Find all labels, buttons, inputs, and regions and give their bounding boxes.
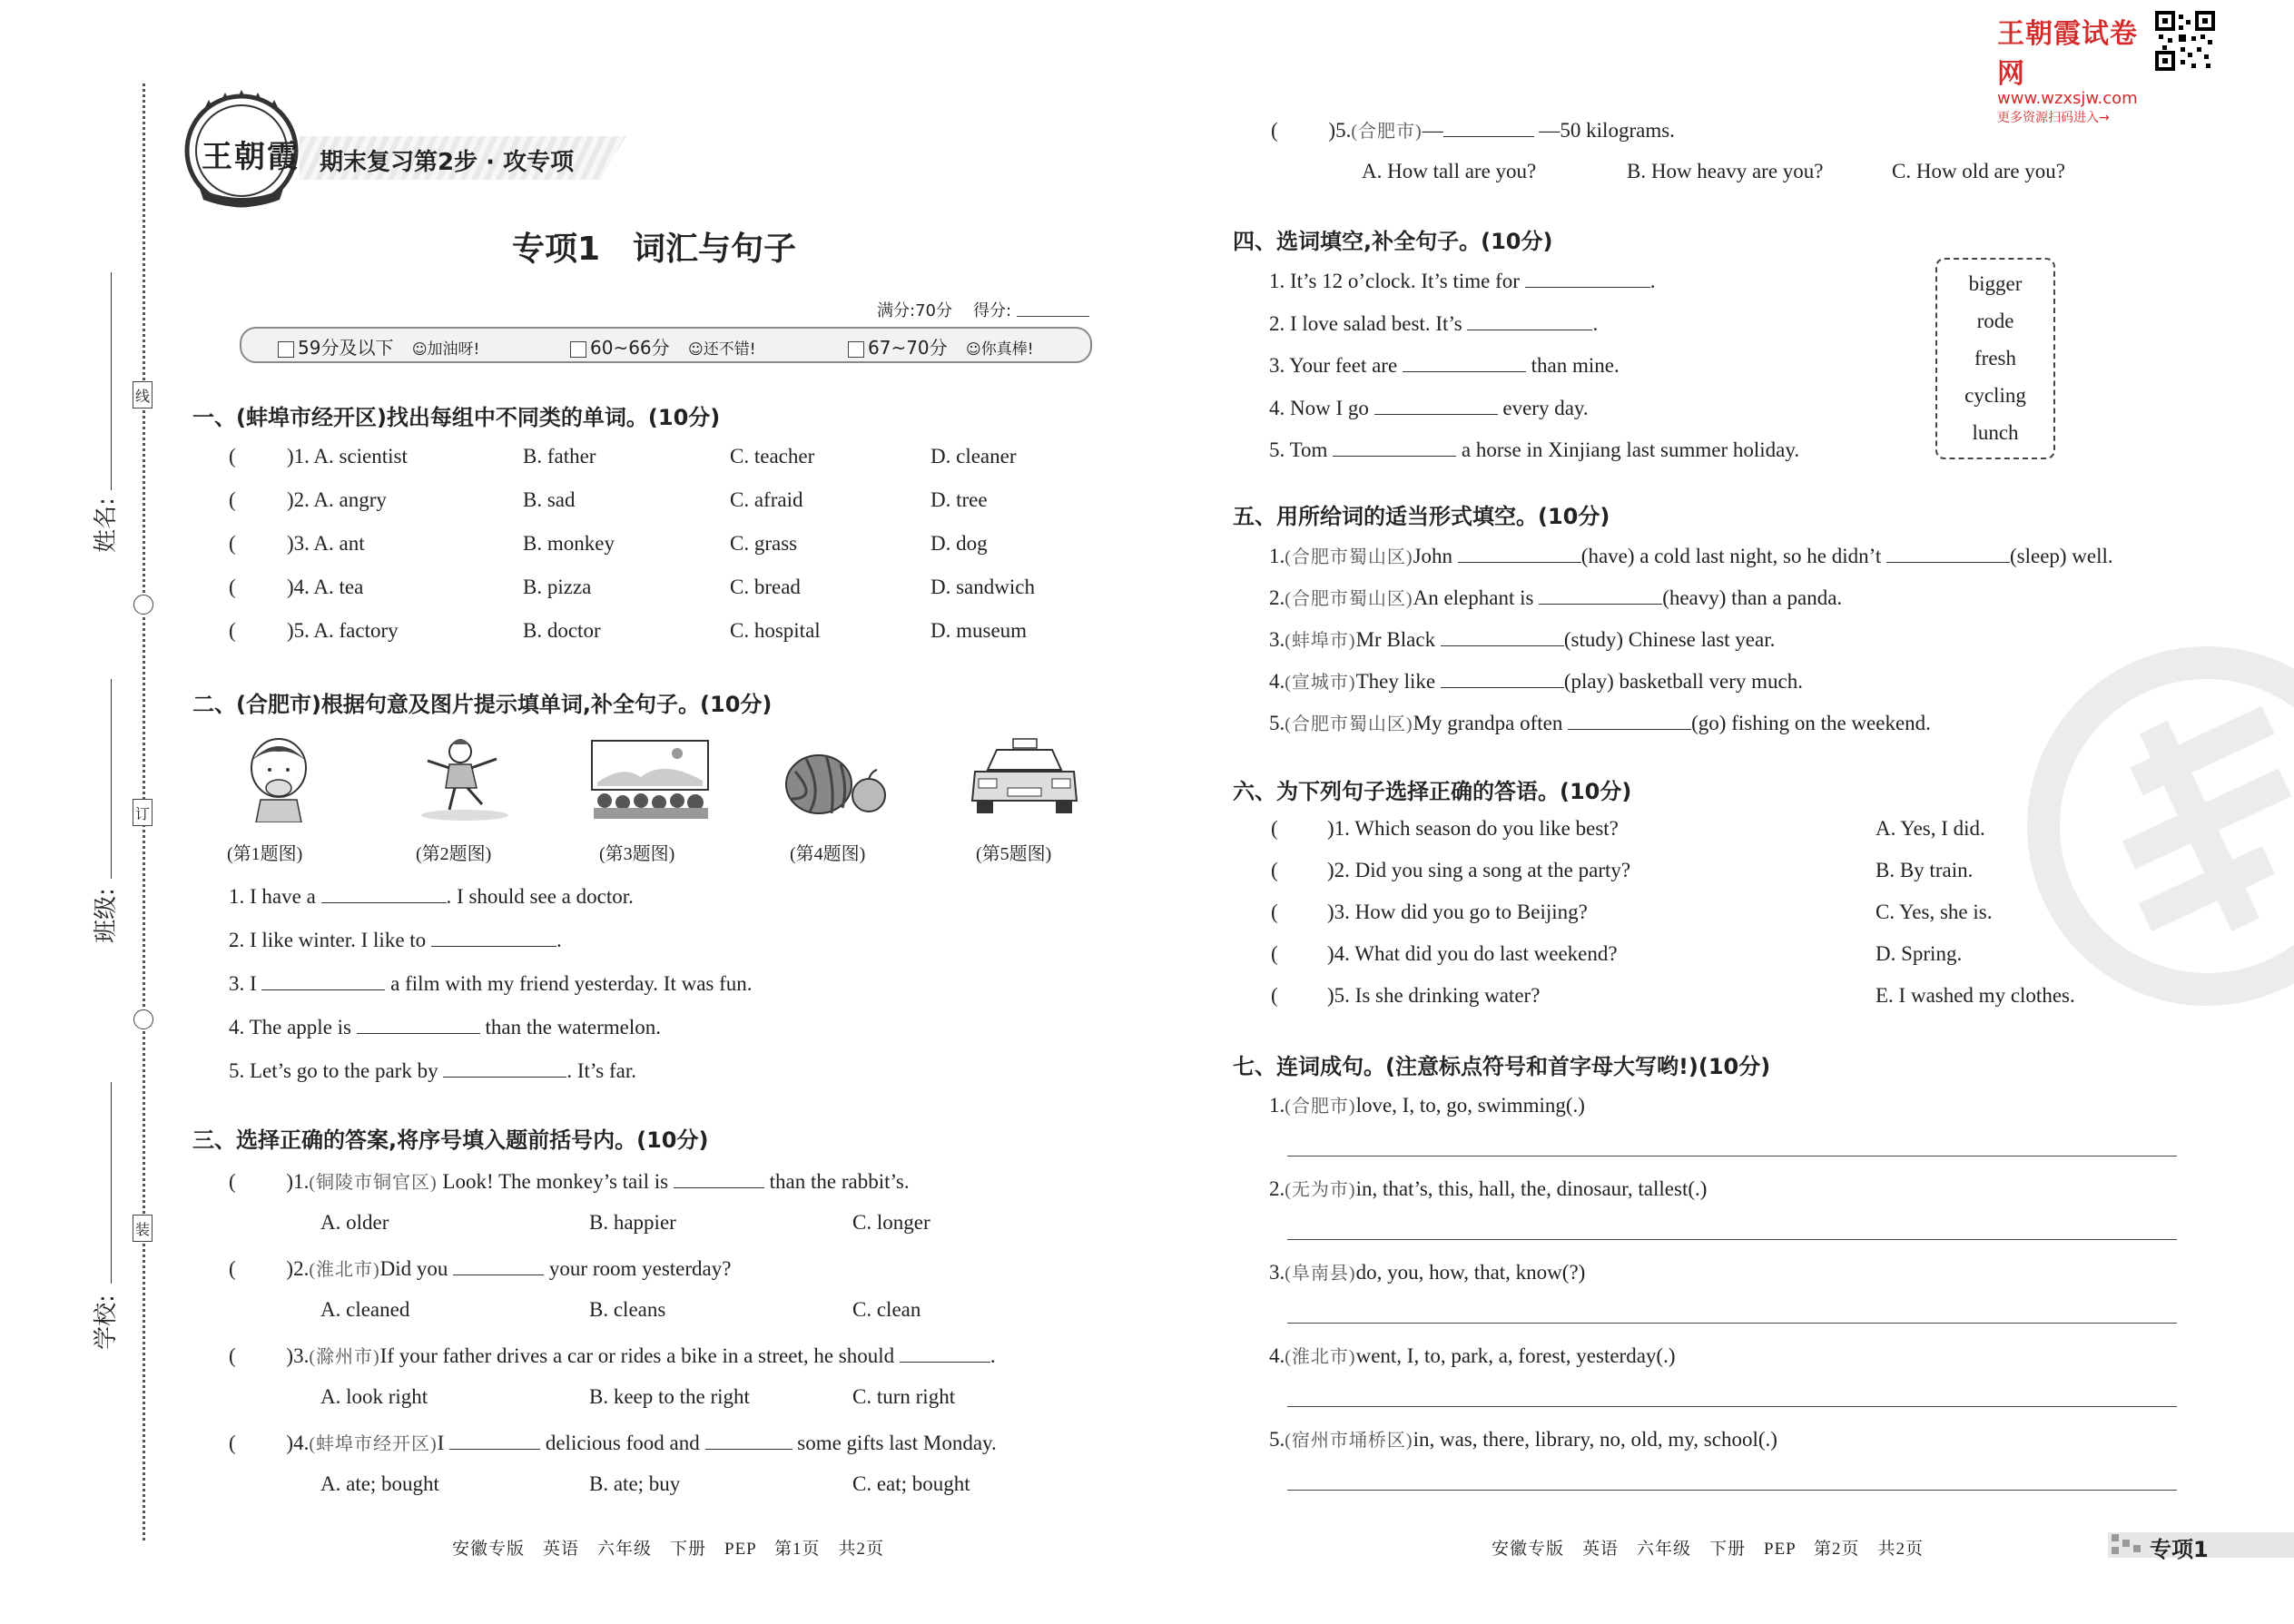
s5-number: 2. bbox=[1269, 586, 1285, 609]
s5-text: (have) a cold last night, so he didn’t bbox=[1580, 545, 1882, 567]
s7-item-1 bbox=[1269, 1091, 1585, 1117]
binding-hole-2 bbox=[133, 1009, 153, 1029]
answer-bracket[interactable]: ( bbox=[229, 576, 236, 598]
s6-row-3 bbox=[1271, 901, 1993, 924]
s3-text: delicious food and bbox=[545, 1432, 700, 1454]
s3-option-a: A. look right bbox=[320, 1385, 428, 1408]
s2-item-text: . I should see a doctor. bbox=[446, 885, 634, 908]
source-note: (滁州市) bbox=[309, 1347, 380, 1367]
watermark-seal bbox=[2021, 635, 2294, 1017]
fill-blank[interactable] bbox=[1525, 267, 1650, 288]
smile-icon: ☺ bbox=[966, 340, 981, 358]
s4-item-1 bbox=[1269, 267, 1655, 293]
fill-blank[interactable] bbox=[357, 1013, 480, 1034]
s7-item-4 bbox=[1269, 1342, 1675, 1368]
s3-option-b: B. keep to the right bbox=[589, 1385, 750, 1408]
s1-option-c: C. hospital bbox=[730, 619, 821, 642]
answer-line-4[interactable] bbox=[1287, 1406, 2177, 1407]
site-brand bbox=[1997, 11, 2151, 126]
s3-question-4 bbox=[229, 1429, 997, 1455]
source-note: (铜陵市铜官区) bbox=[309, 1173, 438, 1193]
picture-caption-4: (第4题图) bbox=[790, 844, 866, 864]
score-range-2: 60~66分 bbox=[590, 337, 670, 359]
s4-item-text: than mine. bbox=[1531, 354, 1620, 377]
s1-option-a: )1. A. scientist bbox=[287, 445, 408, 468]
s5-number: 5. bbox=[1269, 712, 1285, 734]
s1-row-1 bbox=[229, 445, 1017, 468]
s4-item-text: . bbox=[1592, 312, 1599, 335]
s4-item-text: 4. Now I go bbox=[1269, 397, 1369, 419]
s4-item-text: . bbox=[1649, 270, 1656, 292]
answer-bracket[interactable]: ( bbox=[1271, 984, 1278, 1007]
fill-blank[interactable] bbox=[674, 1167, 764, 1188]
answer-bracket[interactable]: ( bbox=[229, 1344, 236, 1367]
s6-row-1 bbox=[1271, 817, 1985, 841]
s3-text: than the rabbit’s. bbox=[769, 1170, 910, 1193]
source-note: (淮北市) bbox=[1285, 1347, 1356, 1367]
cinema-picture bbox=[586, 737, 714, 821]
s7-number: 5. bbox=[1269, 1428, 1285, 1451]
s1-option-d: D. cleaner bbox=[930, 445, 1017, 468]
s1-option-b: B. monkey bbox=[523, 532, 615, 555]
answer-bracket[interactable]: ( bbox=[229, 445, 236, 468]
s3-option-c: C. clean bbox=[852, 1298, 921, 1321]
s5-text: (play) basketball very much. bbox=[1563, 670, 1803, 693]
fill-blank[interactable] bbox=[1403, 351, 1526, 372]
score-got-field[interactable] bbox=[1017, 316, 1089, 317]
s1-option-c: C. bread bbox=[730, 576, 801, 598]
s1-option-a: )2. A. angry bbox=[287, 488, 387, 511]
s5-number: 3. bbox=[1269, 628, 1285, 651]
s4-item-text: 2. I love salad best. It’s bbox=[1269, 312, 1462, 335]
s6-answer: A. Yes, I did. bbox=[1876, 817, 1985, 840]
taxi-picture bbox=[968, 737, 1081, 819]
s2-item-text: . It’s far. bbox=[566, 1059, 637, 1082]
s7-number: 3. bbox=[1269, 1261, 1285, 1284]
s2-item-5 bbox=[229, 1057, 636, 1083]
score-range-1: 59分及以下 bbox=[298, 337, 394, 359]
s4-item-3 bbox=[1269, 351, 1620, 378]
fill-blank[interactable] bbox=[1539, 584, 1662, 605]
s3-question-1 bbox=[229, 1167, 910, 1194]
fill-blank[interactable] bbox=[1568, 709, 1691, 730]
s3-number: )3. bbox=[286, 1344, 310, 1367]
source-note: (合肥市) bbox=[1351, 122, 1423, 142]
s4-item-4 bbox=[1269, 394, 1589, 420]
s1-row-4 bbox=[229, 576, 1035, 599]
s1-option-a: )5. A. factory bbox=[287, 619, 399, 642]
answer-bracket[interactable]: ( bbox=[229, 1170, 236, 1193]
fill-blank[interactable] bbox=[1441, 625, 1564, 646]
s3-text: some gifts last Monday. bbox=[797, 1432, 997, 1454]
s5-number: 1. bbox=[1269, 545, 1285, 567]
score-option-2[interactable] bbox=[570, 333, 756, 359]
source-note: (合肥市蜀山区) bbox=[1285, 714, 1413, 734]
s3-text: Did you bbox=[379, 1257, 448, 1280]
s5-text: John bbox=[1413, 545, 1453, 567]
source-note: (合肥市蜀山区) bbox=[1285, 589, 1413, 609]
s3-option-a: A. older bbox=[320, 1211, 389, 1234]
smile-icon: ☺ bbox=[688, 340, 704, 358]
s7-number: 1. bbox=[1269, 1094, 1285, 1117]
source-note: (合肥市蜀山区) bbox=[1285, 547, 1413, 567]
s6-question: )3. How did you go to Beijing? bbox=[1327, 901, 1588, 923]
answer-line-5[interactable] bbox=[1287, 1490, 2177, 1491]
s1-row-3 bbox=[229, 532, 988, 556]
s3-option-c: C. eat; bought bbox=[852, 1472, 970, 1495]
s1-option-b: B. father bbox=[523, 445, 596, 468]
s4-item-text: 5. Tom bbox=[1269, 438, 1328, 461]
word-bank-item: lunch bbox=[1972, 421, 2019, 444]
s5-text: They like bbox=[1355, 670, 1436, 693]
section7-heading: 七、连词成句。(注意标点符号和首字母大写哟!)(10分) bbox=[1233, 1054, 1771, 1079]
s7-words: went, I, to, park, a, forest, yesterday(.) bbox=[1355, 1344, 1676, 1367]
score-range-3: 67~70分 bbox=[868, 337, 948, 359]
s1-option-c: C. teacher bbox=[730, 445, 815, 468]
fill-blank[interactable] bbox=[443, 1057, 566, 1078]
footer-right: 安徽专版 英语 六年级 下册 PEP 第2页 共2页 bbox=[1492, 1540, 1925, 1559]
s6-question: )2. Did you sing a song at the party? bbox=[1327, 859, 1631, 881]
corner-decoration-icon bbox=[2112, 1534, 2144, 1556]
s4-item-text: every day. bbox=[1502, 397, 1589, 419]
s1-row-5 bbox=[229, 619, 1028, 643]
s7-number: 4. bbox=[1269, 1344, 1285, 1367]
score-comment-2: 还不错! bbox=[703, 340, 756, 359]
brand-logo-text: 王朝霞 bbox=[202, 139, 300, 175]
fill-blank[interactable] bbox=[705, 1429, 793, 1450]
score-comment-3: 你真棒! bbox=[980, 340, 1034, 359]
s5-item-2 bbox=[1269, 584, 1842, 610]
answer-bracket[interactable]: ( bbox=[1271, 901, 1278, 923]
fill-blank[interactable] bbox=[1886, 542, 2010, 563]
s2-item-text: than the watermelon. bbox=[485, 1016, 662, 1038]
source-note: (淮北市) bbox=[309, 1260, 380, 1280]
section2-heading: 二、(合肥市)根据句意及图片提示填单词,补全句子。(10分) bbox=[192, 692, 773, 717]
s2-item-text: 3. I bbox=[229, 972, 257, 995]
s1-option-b: B. doctor bbox=[523, 619, 601, 642]
source-note: (宣城市) bbox=[1285, 673, 1356, 693]
qr-code-icon[interactable] bbox=[2155, 11, 2215, 71]
name-label: 姓名: bbox=[92, 497, 120, 553]
s3-question-5 bbox=[1271, 116, 1675, 143]
s1-option-a: )4. A. tea bbox=[287, 576, 364, 598]
s6-answer: C. Yes, she is. bbox=[1876, 901, 1993, 923]
score-option-1[interactable] bbox=[278, 333, 479, 359]
s5-text: (heavy) than a panda. bbox=[1662, 586, 1843, 609]
sick-boy-picture bbox=[238, 732, 320, 822]
picture-caption-1: (第1题图) bbox=[227, 844, 303, 864]
binding-mark-3: 装 bbox=[133, 1215, 153, 1242]
s5-text: (sleep) well. bbox=[2009, 545, 2113, 567]
s6-question: )1. Which season do you like best? bbox=[1327, 817, 1619, 840]
fill-blank[interactable] bbox=[1374, 394, 1498, 415]
s1-option-c: C. grass bbox=[730, 532, 798, 555]
s2-item-4 bbox=[229, 1013, 661, 1039]
s2-item-3 bbox=[229, 969, 753, 996]
s4-item-2 bbox=[1269, 310, 1598, 336]
s3-text: — bbox=[1422, 119, 1443, 142]
s3-option-a: A. How tall are you? bbox=[1362, 160, 1537, 182]
s6-answer: E. I washed my clothes. bbox=[1876, 984, 2075, 1007]
score-checkbox-2[interactable] bbox=[570, 341, 586, 358]
answer-bracket[interactable]: ( bbox=[229, 1257, 236, 1280]
s7-item-3 bbox=[1269, 1258, 1585, 1284]
source-note: (无为市) bbox=[1285, 1180, 1356, 1200]
s5-number: 4. bbox=[1269, 670, 1285, 693]
s4-item-text: a horse in Xinjiang last summer holiday. bbox=[1461, 438, 1800, 461]
source-note: (阜南县) bbox=[1285, 1264, 1356, 1284]
s1-option-d: D. museum bbox=[930, 619, 1028, 642]
s1-option-a: )3. A. ant bbox=[287, 532, 365, 555]
s2-item-text: 1. I have a bbox=[229, 885, 316, 908]
fill-blank[interactable] bbox=[1443, 116, 1534, 137]
s3-number: )2. bbox=[286, 1257, 310, 1280]
s3-option-b: B. cleans bbox=[589, 1298, 666, 1321]
score-checkbox-3[interactable] bbox=[848, 341, 864, 358]
s2-item-1 bbox=[229, 882, 634, 909]
watermelon-apple-picture bbox=[783, 744, 891, 817]
source-note: (宿州市埇桥区) bbox=[1285, 1431, 1413, 1451]
name-field-line[interactable] bbox=[111, 272, 112, 490]
fill-blank[interactable] bbox=[321, 882, 447, 903]
s3-option-b: B. happier bbox=[589, 1211, 676, 1234]
s5-item-5 bbox=[1269, 709, 1931, 735]
s6-row-2 bbox=[1271, 859, 1974, 882]
s6-question: )4. What did you do last weekend? bbox=[1327, 942, 1618, 965]
s3-number: )5. bbox=[1328, 119, 1352, 142]
s3-option-b: B. ate; buy bbox=[589, 1472, 681, 1495]
answer-bracket[interactable]: ( bbox=[229, 488, 236, 511]
class-field-line[interactable] bbox=[111, 679, 112, 879]
s7-words: love, I, to, go, swimming(.) bbox=[1355, 1094, 1585, 1117]
s2-item-text: . bbox=[556, 929, 562, 951]
binding-mark-2: 订 bbox=[133, 799, 153, 826]
s7-number: 2. bbox=[1269, 1177, 1285, 1200]
s2-item-text: 4. The apple is bbox=[229, 1016, 351, 1038]
s4-item-text: 1. It’s 12 o’clock. It’s time for bbox=[1269, 270, 1520, 292]
source-note: (蚌埠市经开区) bbox=[309, 1434, 438, 1454]
source-note: (蚌埠市) bbox=[1285, 631, 1356, 651]
word-bank-item: bigger bbox=[1968, 272, 2023, 295]
score-checkbox-1[interactable] bbox=[278, 341, 294, 358]
s3-option-c: C. turn right bbox=[852, 1385, 956, 1408]
s3-text: Look! The monkey’s tail is bbox=[442, 1170, 669, 1193]
s3-option-b: B. How heavy are you? bbox=[1627, 160, 1824, 182]
binding-mark-1: 线 bbox=[133, 381, 153, 408]
s2-item-text: 2. I like winter. I like to bbox=[229, 929, 427, 951]
fill-blank[interactable] bbox=[1467, 310, 1592, 330]
s1-option-d: D. sandwich bbox=[930, 576, 1035, 598]
s1-option-d: D. dog bbox=[930, 532, 988, 555]
s3-number: )4. bbox=[286, 1432, 310, 1454]
s2-item-2 bbox=[229, 926, 562, 952]
score-option-3[interactable] bbox=[848, 333, 1034, 359]
s1-option-b: B. sad bbox=[523, 488, 576, 511]
school-field-line[interactable] bbox=[111, 1082, 112, 1284]
s7-words: in, that’s, this, hall, the, dinosaur, tallest(.) bbox=[1355, 1177, 1708, 1200]
s5-text: An elephant is bbox=[1413, 586, 1534, 609]
s5-item-1 bbox=[1269, 542, 2113, 568]
answer-bracket[interactable]: ( bbox=[1271, 859, 1278, 881]
section1-heading: 一、(蚌埠市经开区)找出每组中不同类的单词。(10分) bbox=[192, 405, 721, 430]
s3-text: your room yesterday? bbox=[548, 1257, 732, 1280]
answer-line-2[interactable] bbox=[1287, 1239, 2177, 1240]
s5-text: My grandpa often bbox=[1413, 712, 1563, 734]
s3-option-c: C. longer bbox=[852, 1211, 930, 1234]
s3-text: I bbox=[437, 1432, 445, 1454]
answer-bracket[interactable]: ( bbox=[229, 532, 236, 555]
s1-row-2 bbox=[229, 488, 988, 512]
fill-blank[interactable] bbox=[1441, 667, 1564, 688]
answer-bracket[interactable]: ( bbox=[229, 619, 236, 642]
s3-option-a: A. cleaned bbox=[320, 1298, 410, 1321]
s1-option-d: D. tree bbox=[930, 488, 988, 511]
section4-heading: 四、选词填空,补全句子。(10分) bbox=[1233, 229, 1553, 254]
class-label: 班级: bbox=[92, 888, 120, 943]
s5-text: Mr Black bbox=[1355, 628, 1436, 651]
s6-row-5 bbox=[1271, 984, 2075, 1008]
section3-heading: 三、选择正确的答案,将序号填入题前括号内。(10分) bbox=[192, 1127, 709, 1153]
score-got-label: 得分: bbox=[973, 301, 1012, 320]
section5-heading: 五、用所给词的适当形式填空。(10分) bbox=[1233, 504, 1610, 529]
s6-answer: B. By train. bbox=[1876, 859, 1974, 881]
word-bank-item: cycling bbox=[1964, 384, 2026, 407]
word-bank-item: fresh bbox=[1974, 347, 2016, 369]
s3-number: )1. bbox=[286, 1170, 310, 1193]
word-bank-item: rode bbox=[1976, 310, 2014, 332]
fill-blank[interactable] bbox=[1458, 542, 1581, 563]
smile-icon: ☺ bbox=[411, 340, 428, 358]
s3-option-a: A. ate; bought bbox=[320, 1472, 439, 1495]
fill-blank[interactable] bbox=[453, 1255, 544, 1275]
school-label: 学校: bbox=[92, 1294, 120, 1350]
s3-question-3 bbox=[229, 1342, 996, 1368]
score-full: 满分:70分 bbox=[877, 301, 952, 320]
promo-text: 更多资源扫码进入→ bbox=[1997, 111, 2110, 125]
word-bank bbox=[1935, 258, 2055, 459]
s1-option-c: C. afraid bbox=[730, 488, 803, 511]
s5-item-3 bbox=[1269, 625, 1775, 652]
answer-bracket[interactable]: ( bbox=[229, 1432, 236, 1454]
s3-text: —50 kilograms. bbox=[1539, 119, 1675, 142]
fill-blank[interactable] bbox=[1333, 436, 1456, 457]
site-url[interactable]: www.wzxsjw.com bbox=[1997, 89, 2138, 108]
s1-option-b: B. pizza bbox=[523, 576, 592, 598]
ice-skater-picture bbox=[413, 732, 517, 822]
s6-question: )5. Is she drinking water? bbox=[1327, 984, 1541, 1007]
fill-blank[interactable] bbox=[449, 1429, 540, 1450]
s4-item-5 bbox=[1269, 436, 1799, 462]
s3-text: If your father drives a car or rides a bike in a street, he should bbox=[379, 1344, 895, 1367]
answer-bracket[interactable]: ( bbox=[1271, 119, 1278, 142]
s5-text: (go) fishing on the weekend. bbox=[1691, 712, 1931, 734]
s3-text: . bbox=[989, 1344, 996, 1367]
source-note: (合肥市) bbox=[1285, 1097, 1356, 1117]
s4-item-text: 3. Your feet are bbox=[1269, 354, 1398, 377]
s7-words: in, was, there, library, no, old, my, school(.) bbox=[1413, 1428, 1777, 1451]
s2-item-text: 5. Let’s go to the park by bbox=[229, 1059, 438, 1082]
footer-left: 安徽专版 英语 六年级 下册 PEP 第1页 共2页 bbox=[452, 1540, 885, 1559]
section6-heading: 六、为下列句子选择正确的答语。(10分) bbox=[1233, 779, 1632, 804]
site-name: 王朝霞试卷网 bbox=[1997, 18, 2138, 90]
s6-row-4 bbox=[1271, 942, 1963, 966]
page-title: 专项1 词汇与句子 bbox=[512, 231, 797, 268]
s6-answer: D. Spring. bbox=[1876, 942, 1963, 965]
answer-bracket[interactable]: ( bbox=[1271, 817, 1278, 840]
picture-caption-5: (第5题图) bbox=[976, 844, 1052, 864]
s7-item-2 bbox=[1269, 1175, 1707, 1201]
fill-blank[interactable] bbox=[261, 969, 385, 990]
picture-caption-2: (第2题图) bbox=[416, 844, 492, 864]
s2-item-text: a film with my friend yesterday. It was fun. bbox=[390, 972, 753, 995]
binding-hole-1 bbox=[133, 595, 153, 615]
picture-caption-3: (第3题图) bbox=[599, 844, 675, 864]
score-comment-1: 加油呀! bbox=[427, 340, 480, 359]
answer-bracket[interactable]: ( bbox=[1271, 942, 1278, 965]
answer-line-3[interactable] bbox=[1287, 1323, 2177, 1324]
banner-text: 期末复习第2步 · 攻专项 bbox=[320, 149, 575, 176]
s3-option-c: C. How old are you? bbox=[1892, 160, 2065, 182]
s5-text: (study) Chinese last year. bbox=[1563, 628, 1776, 651]
s7-item-5 bbox=[1269, 1425, 1777, 1452]
s3-question-2 bbox=[229, 1255, 731, 1281]
fill-blank[interactable] bbox=[900, 1342, 990, 1363]
footer-corner-label: 专项1 bbox=[2150, 1537, 2209, 1562]
fill-blank[interactable] bbox=[431, 926, 556, 947]
s5-item-4 bbox=[1269, 667, 1803, 694]
s7-words: do, you, how, that, know(?) bbox=[1355, 1261, 1586, 1284]
